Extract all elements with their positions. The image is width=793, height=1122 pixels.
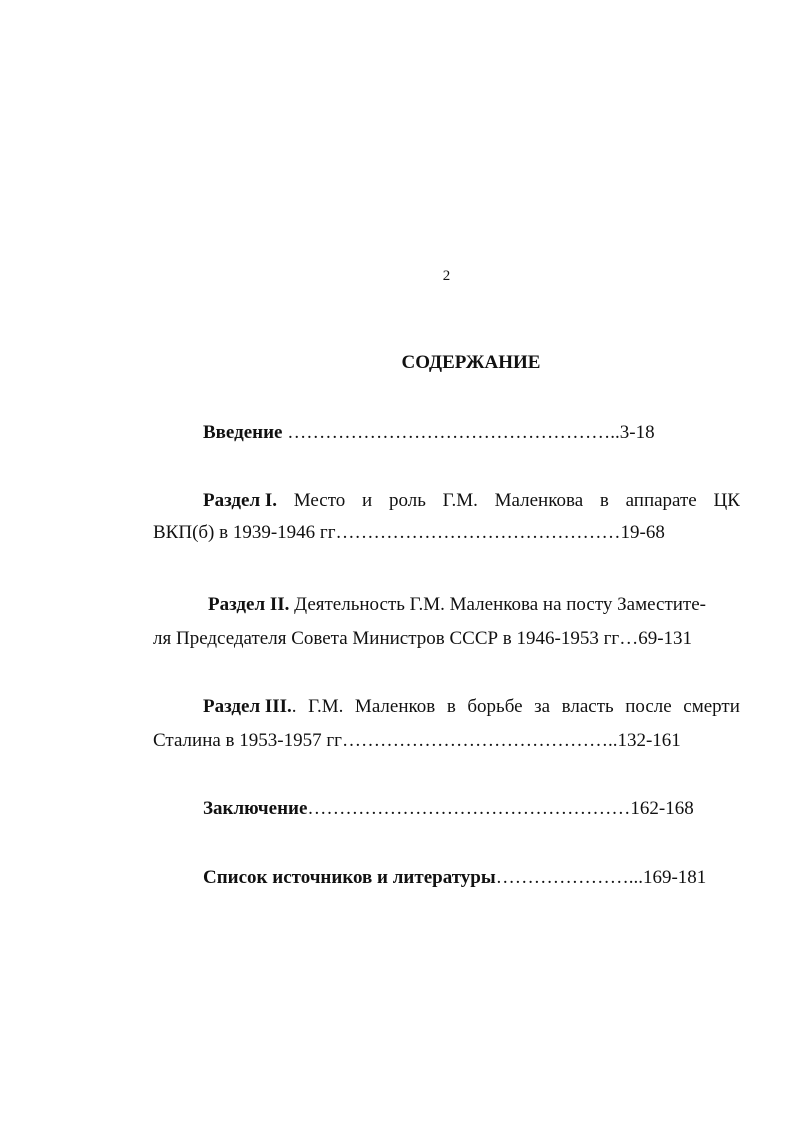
toc-section1-word: в <box>599 490 609 511</box>
toc-section2-line1: Деятельность Г.М. Маленкова на посту Заместите- <box>294 594 706 615</box>
toc-section3-word: Маленков <box>354 696 436 717</box>
toc-sources-pages: 169-181 <box>642 867 707 888</box>
toc-sources-label: Список источников и литературы <box>203 867 496 888</box>
toc-conclusion-dots: …………………………………………… <box>307 798 631 819</box>
toc-section1-word: и <box>362 490 373 511</box>
toc-section3-word: борьбе <box>467 696 523 717</box>
toc-entry-sources <box>203 867 706 889</box>
toc-entry-section1-line1 <box>203 490 740 512</box>
toc-section3-word: смерти <box>683 696 740 717</box>
toc-entry-conclusion <box>203 798 694 820</box>
toc-entry-intro <box>203 422 655 444</box>
toc-section2-pages: 69-131 <box>638 628 693 649</box>
page-title: СОДЕРЖАНИЕ <box>401 352 541 373</box>
toc-section2-line2: ля Председателя Совета Министров СССР в 1946-1953 гг… <box>153 628 639 649</box>
toc-section3-word: после <box>625 696 672 717</box>
toc-section2-label: Раздел II. <box>208 594 290 615</box>
toc-section1-word: Г.М. <box>442 490 478 511</box>
toc-entry-section2-line2 <box>153 628 692 650</box>
toc-section3-line2: Сталина в 1953-1957 гг…………………………………….. <box>153 730 618 751</box>
toc-conclusion-label: Заключение <box>203 798 308 819</box>
toc-section3-word: власть <box>561 696 614 717</box>
toc-section1-pages: 19-68 <box>620 522 665 543</box>
page-number: 2 <box>442 268 451 284</box>
toc-entry-section1-line2 <box>153 522 665 544</box>
toc-section1-word: аппарате <box>625 490 697 511</box>
toc-section3-word: за <box>534 696 551 717</box>
toc-section1-word: ЦК <box>713 490 740 511</box>
toc-section3-word: Г.М. <box>308 696 344 717</box>
toc-intro-pages: 3-18 <box>619 422 655 443</box>
toc-section1-word: Место <box>293 490 346 511</box>
toc-section3-word: в <box>446 696 456 717</box>
toc-section1-label: Раздел I. <box>203 490 277 511</box>
toc-section3-pages: 132-161 <box>617 730 681 751</box>
toc-section1-line2: ВКП(б) в 1939-1946 гг……………………………………… <box>153 522 621 543</box>
toc-conclusion-pages: 162-168 <box>630 798 694 819</box>
toc-entry-section3-line2 <box>153 730 681 752</box>
toc-section1-word: роль <box>388 490 426 511</box>
toc-intro-label: Введение <box>203 422 283 443</box>
toc-section1-word: Маленкова <box>494 490 584 511</box>
toc-section3-label: Раздел III. <box>203 696 292 717</box>
toc-section3-dot: . <box>291 696 297 717</box>
toc-intro-dots: …………………………………………….. <box>282 422 620 443</box>
toc-entry-section3-line1 <box>203 696 740 718</box>
toc-entry-section2-line1 <box>208 594 706 616</box>
toc-sources-dots: …………………... <box>495 867 643 888</box>
